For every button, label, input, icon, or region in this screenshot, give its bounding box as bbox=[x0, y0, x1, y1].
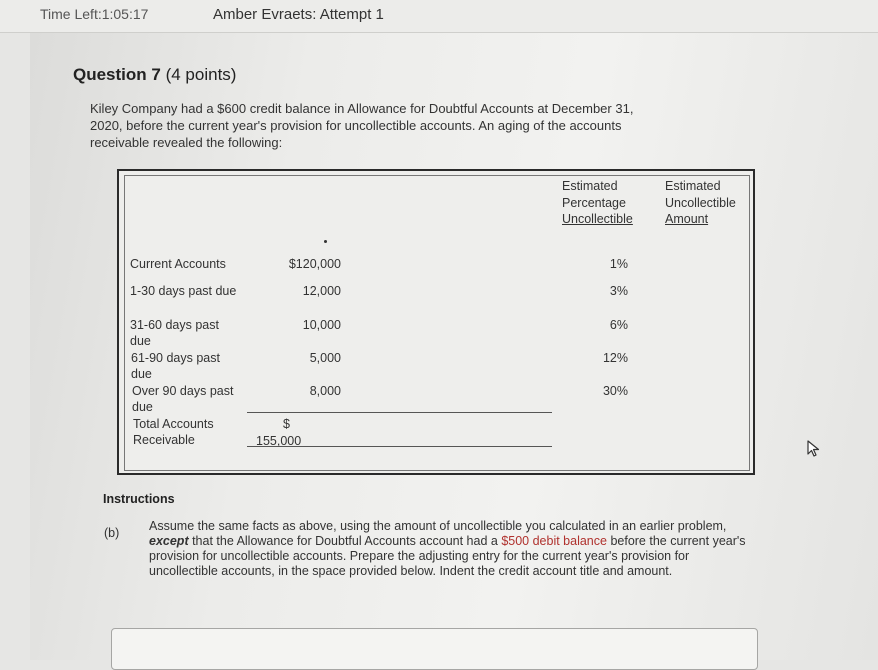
header-amount bbox=[665, 178, 736, 228]
row-pct-61-90: 12% bbox=[602, 351, 628, 365]
question-text: Kiley Company had a $600 credit balance in Allowance for Doubtful Accounts at December 31, 2020, before the current year's provision for uncollectible accounts. An aging of the accounts receivable revealed the following: bbox=[90, 101, 634, 150]
row-pct-current: 1% bbox=[609, 257, 628, 271]
row-amount-1-30: 12,000 bbox=[302, 284, 341, 298]
aging-table bbox=[117, 169, 755, 475]
total-currency: $ bbox=[283, 417, 290, 431]
header-percentage bbox=[562, 178, 633, 228]
row-label-61-90: 61-90 days past due bbox=[131, 351, 220, 381]
row-amount-31-60: 10,000 bbox=[302, 318, 341, 332]
row-label-over-90: Over 90 days past due bbox=[132, 384, 234, 414]
row-pct-over-90: 30% bbox=[602, 384, 628, 398]
stray-dot bbox=[324, 240, 327, 243]
instructions-text bbox=[149, 519, 749, 579]
instructions-heading: Instructions bbox=[103, 492, 175, 506]
row-label-1-30: 1-30 days past due bbox=[130, 284, 237, 298]
question-number: Question 7 bbox=[73, 65, 161, 84]
row-amount-over-90: 8,000 bbox=[309, 384, 341, 398]
row-amount-61-90: 5,000 bbox=[309, 351, 341, 365]
header-amt-line-1: Estimated bbox=[665, 179, 721, 193]
row-label-31-60: 31-60 days past due bbox=[130, 318, 219, 348]
total-amount: 155,000 bbox=[256, 434, 302, 448]
instr-text-2: that the Allowance for Doubtful Accounts account had a bbox=[188, 534, 502, 548]
subtotal-rule bbox=[247, 412, 552, 413]
question-title bbox=[73, 65, 236, 85]
answer-input-area[interactable] bbox=[111, 628, 758, 670]
aging-table-inner bbox=[124, 175, 750, 471]
header-pct-line-2: Percentage bbox=[562, 195, 626, 210]
instr-text-3: before the current year's provision for uncollectible accounts. Prepare the adjusting entry for the current year's provision for uncollectible accounts, in the space provided below. Indent the credit account title and amount. bbox=[149, 534, 746, 578]
row-amount-current: $120,000 bbox=[288, 257, 341, 271]
row-pct-1-30: 3% bbox=[609, 284, 628, 298]
part-label: (b) bbox=[104, 526, 120, 540]
header-amt-line-2: Uncollectible bbox=[665, 195, 736, 210]
instr-except: except bbox=[149, 534, 189, 548]
row-label-current: Current Accounts bbox=[130, 257, 226, 271]
header-amt-line-3: Amount bbox=[665, 212, 709, 226]
time-left: Time Left:1:05:17 bbox=[40, 6, 149, 22]
mouse-pointer-icon bbox=[806, 440, 822, 458]
instr-highlight: $500 debit balance bbox=[501, 534, 607, 548]
top-bar bbox=[0, 0, 878, 33]
row-pct-31-60: 6% bbox=[609, 318, 628, 332]
header-pct-line-1: Estimated bbox=[562, 179, 618, 193]
total-label: Total Accounts Receivable bbox=[133, 417, 214, 447]
instr-text-1: Assume the same facts as above, using the amount of uncollectible you calculated in an earlier problem, bbox=[149, 519, 727, 533]
total-rule bbox=[247, 446, 552, 447]
question-points: (4 points) bbox=[165, 65, 237, 84]
header-pct-line-3: Uncollectible bbox=[562, 212, 633, 226]
attempt-label: Amber Evraets: Attempt 1 bbox=[213, 6, 384, 23]
